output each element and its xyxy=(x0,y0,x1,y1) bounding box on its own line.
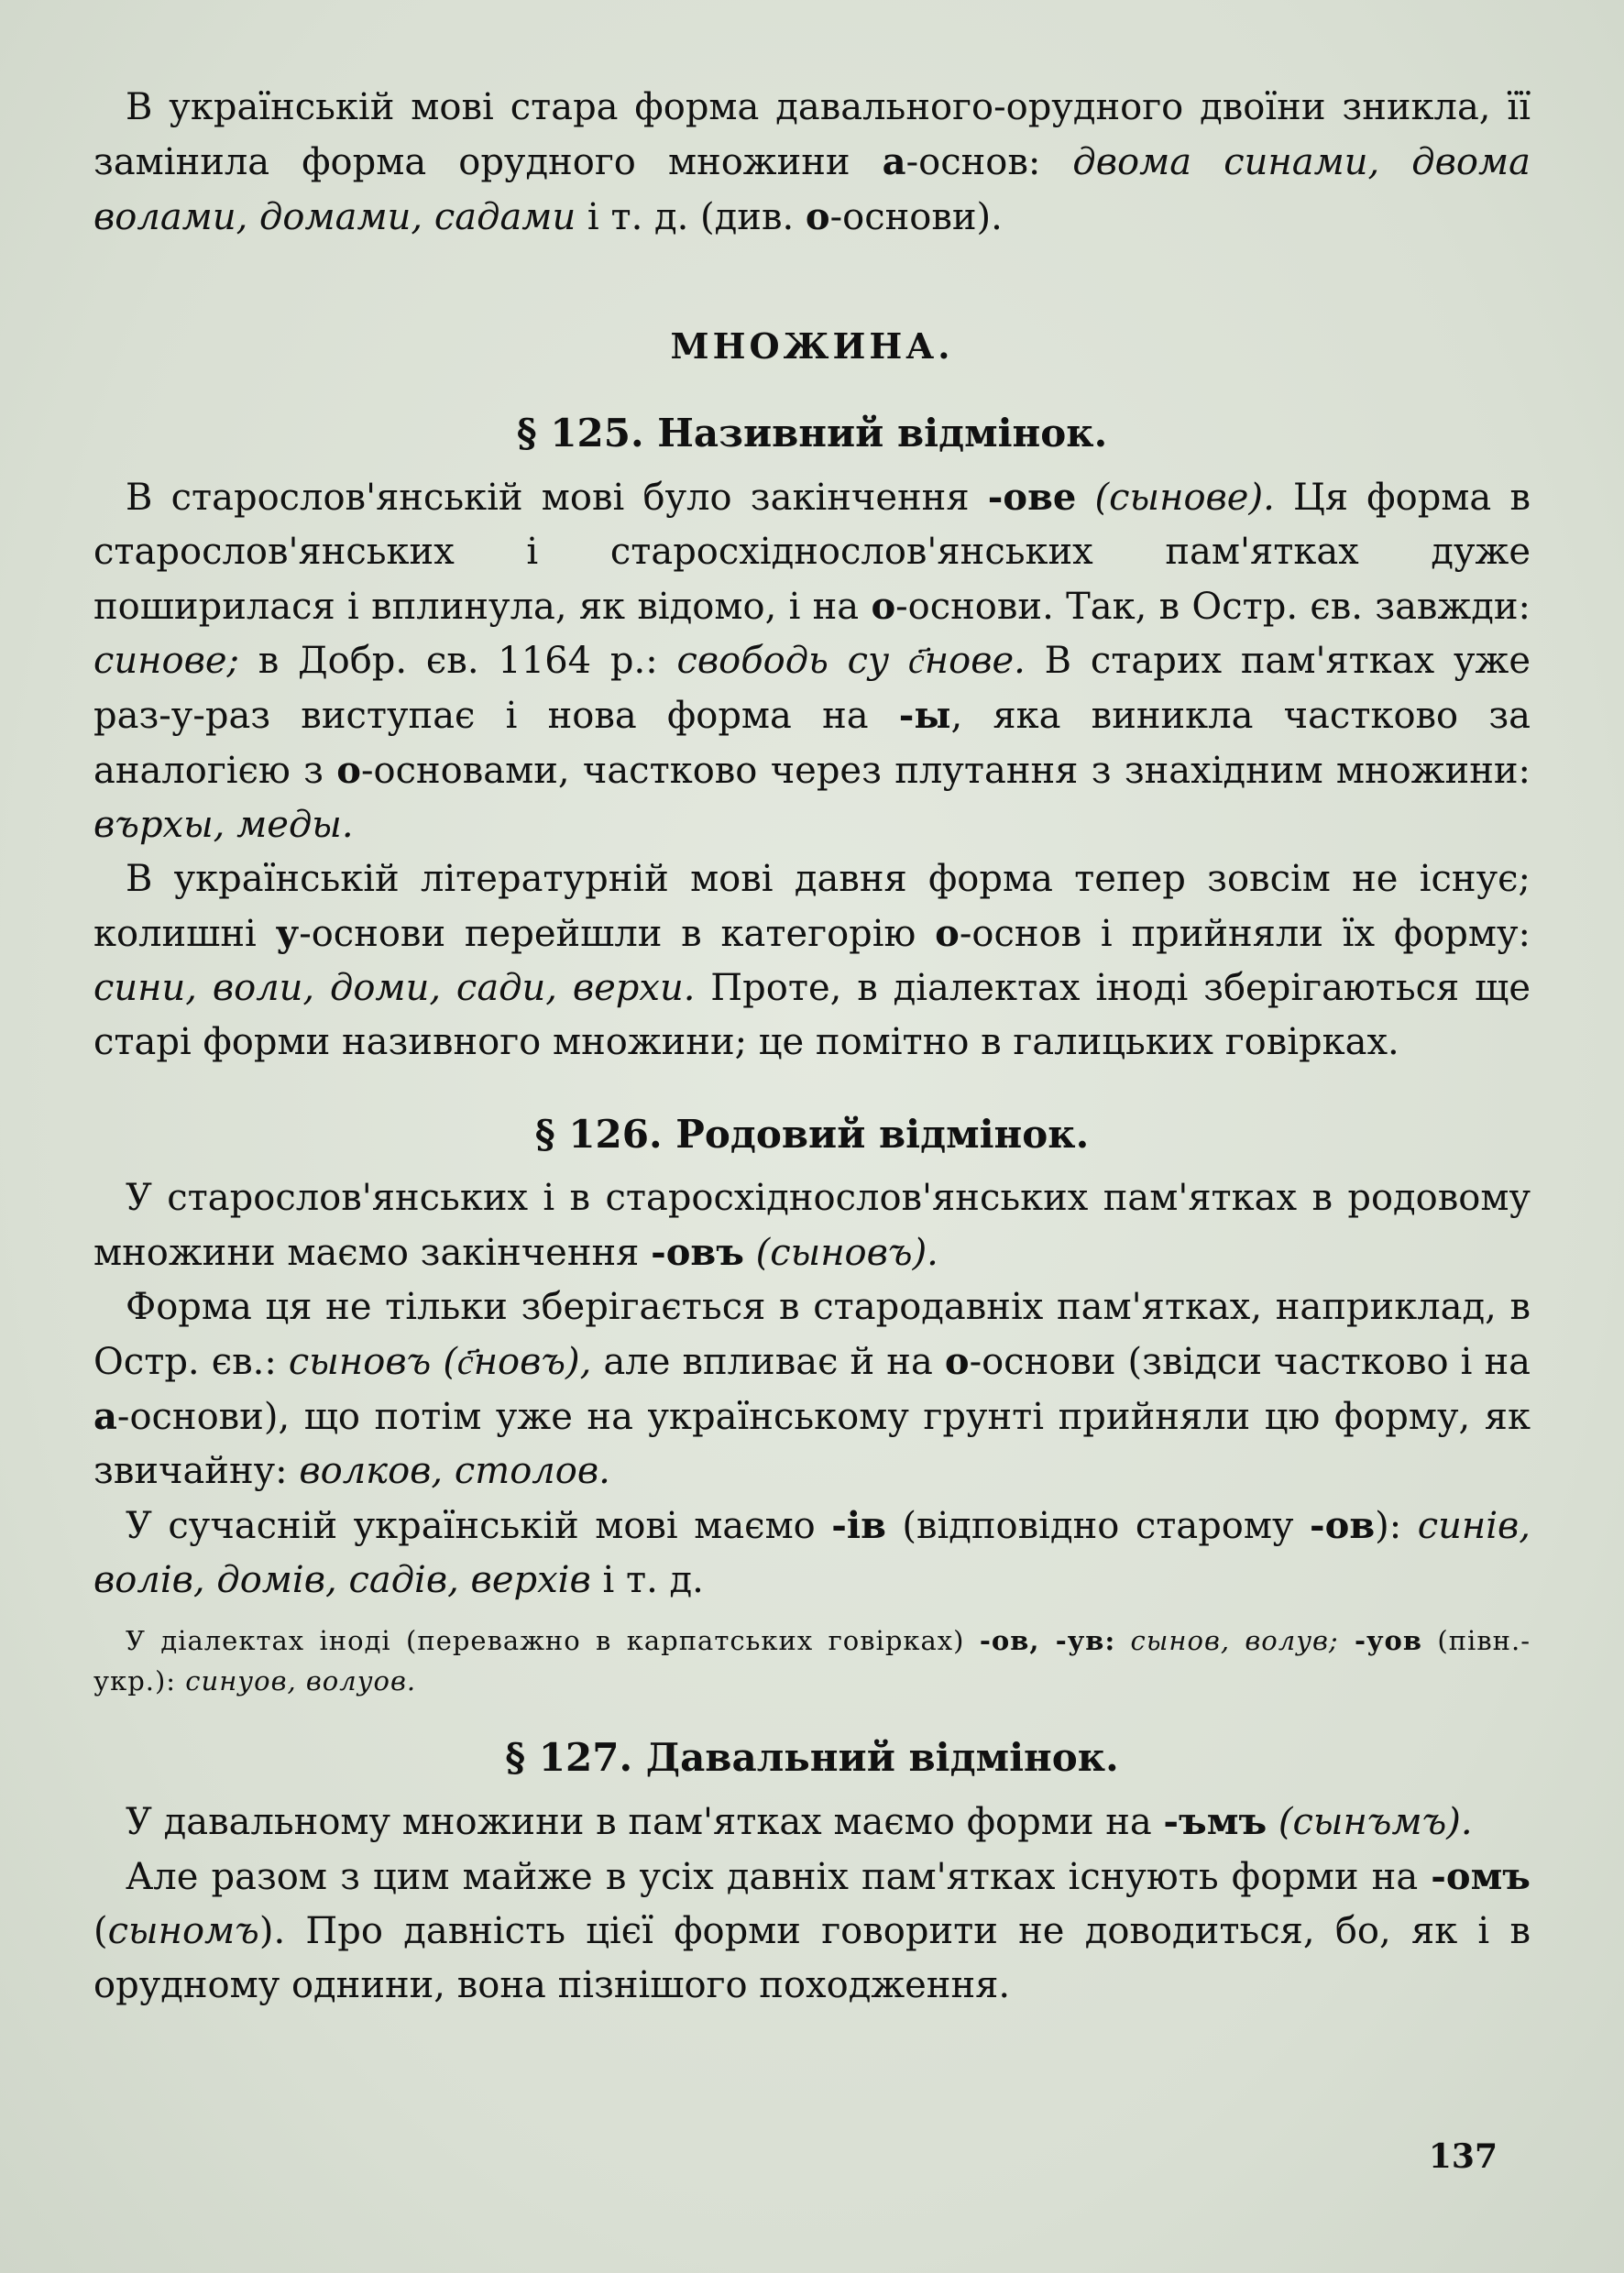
text-run: в Добр. єв. 1164 р.: xyxy=(239,640,677,682)
section-127-heading: § 127. Давальний відмінок. xyxy=(505,1735,1119,1780)
text-run: -ов, -ув: xyxy=(979,1625,1116,1656)
text-run: -ове xyxy=(987,476,1077,519)
intro-paragraph xyxy=(93,81,1531,245)
text-run: -основ і прийняли їх форму: xyxy=(959,913,1531,955)
page-number: 137 xyxy=(1428,2137,1498,2176)
text-run: синуов, волуов. xyxy=(185,1665,417,1697)
text-run: -ы xyxy=(898,694,951,737)
text-run: Проте, в діалектах іноді зберігаються ще старі форми називного множини; це помітно в галицьких говірках. xyxy=(93,967,1531,1063)
text-run: о xyxy=(944,1340,970,1383)
text-run: У старослов'янських і в старосхіднослов'янських пам'ятках в родовому множини маємо закінчення xyxy=(93,1177,1531,1274)
text-run: синове; xyxy=(93,640,240,682)
section-title: МНОЖИНА. xyxy=(670,325,954,367)
text-run: (сынове). xyxy=(1076,477,1275,519)
text-run: (відповідно старому xyxy=(885,1505,1311,1547)
section-125-heading: § 125. Називний відмінок. xyxy=(516,411,1108,456)
section-126-body xyxy=(93,1171,1531,1701)
text-run: сынов, волув; xyxy=(1115,1625,1339,1656)
section-125-body xyxy=(93,470,1531,1070)
text-run: о xyxy=(336,749,361,792)
text-run: Форма ця не тільки зберігається в стародавніх пам'ятках, наприклад, в Остр. єв.: xyxy=(93,1286,1531,1383)
text-run: У діалектах іноді (переважно в карпатських говірках) xyxy=(126,1625,980,1656)
text-run: -основи (звідси частково і на xyxy=(969,1341,1531,1383)
example-words: двома синами, двома волами, домами, садами xyxy=(93,141,1531,238)
text-run: у xyxy=(275,912,300,955)
text-run: -основи. Так, в Остр. єв. завжди: xyxy=(895,586,1531,628)
text-run: -омъ xyxy=(1431,1855,1531,1898)
text-run: синів, волів, домів, садів, верхів xyxy=(93,1505,1531,1601)
text-run: -уов xyxy=(1338,1625,1423,1656)
text-run: і т. д. xyxy=(590,1559,704,1601)
text-run: а xyxy=(93,1395,117,1438)
text-run: -основи). xyxy=(829,196,1003,238)
text-run: але впливає й на xyxy=(591,1341,945,1383)
text-run: Але разом з цим майже в усіх давніх пам'ятках існують форми на xyxy=(126,1856,1432,1898)
text-run: У сучасній українській мові маємо xyxy=(126,1505,832,1547)
text-run: -основи), що потім уже на українському грунті прийняли цю форму, як звичайну: xyxy=(93,1396,1531,1492)
text-run: -основи перейшли в категорію xyxy=(299,913,936,955)
text-run: , яка виникла частково за аналогією з xyxy=(93,695,1531,792)
text-run: о xyxy=(805,195,830,238)
text-run: (сыновъ). xyxy=(743,1232,938,1274)
text-run: ): xyxy=(1375,1505,1418,1547)
text-run: -овъ xyxy=(651,1231,744,1274)
text-run: У давальному множини в пам'ятках маємо форми на xyxy=(126,1801,1164,1843)
text-run: (півн.-укр.): xyxy=(93,1625,1531,1697)
section-127-body xyxy=(93,1795,1531,2013)
text-run: ( xyxy=(93,1910,108,1952)
text-run: і т. д. (див. xyxy=(576,196,806,238)
text-run: волков, столов. xyxy=(299,1450,610,1492)
text-run: о xyxy=(935,912,960,955)
text-run: сини, воли, доми, сади, верхи. xyxy=(93,967,696,1009)
text-run: В старих пам'ятках уже раз-у-раз виступає і нова форма на xyxy=(93,640,1531,737)
text-run: сыномъ xyxy=(107,1910,259,1952)
text-run: о xyxy=(871,585,896,628)
text-run: -ов xyxy=(1310,1504,1376,1547)
text-run: Ця форма в старослов'янських і староcxіднослов'янських пам'ятках дуже поширилася і вплинула, як відомо, і на xyxy=(93,477,1531,628)
text-run: -основ: xyxy=(905,141,1073,183)
text-run: а xyxy=(882,140,906,183)
text-run: свободь су с҃нове. xyxy=(676,640,1026,682)
text-run: -ів xyxy=(831,1504,886,1547)
dialect-note xyxy=(93,1620,1531,1701)
text-run: -основами, частково через плутання з знахідним множини: xyxy=(360,750,1531,792)
text-run: върхы, меды. xyxy=(93,804,354,846)
text-run: (сынъмъ). xyxy=(1267,1801,1473,1843)
text-run: ). Про давність цієї форми говорити не доводиться, бо, як і в орудному однини, вона пізнішого походження. xyxy=(93,1910,1531,2006)
text-run: -ъмъ xyxy=(1163,1800,1267,1843)
text-run: В українській мові стара форма давального-орудного двоїни зникла, її замінила форма орудного множини xyxy=(93,86,1531,183)
text-run: В старослов'янській мові було закінчення xyxy=(126,477,988,519)
text-run: В українській літературній мові давня форма тепер зовсім не існує; колишні xyxy=(93,858,1531,955)
text-run: сыновъ (с҃новъ), xyxy=(288,1341,592,1383)
section-126-heading: § 126. Родовий відмінок. xyxy=(534,1112,1090,1157)
